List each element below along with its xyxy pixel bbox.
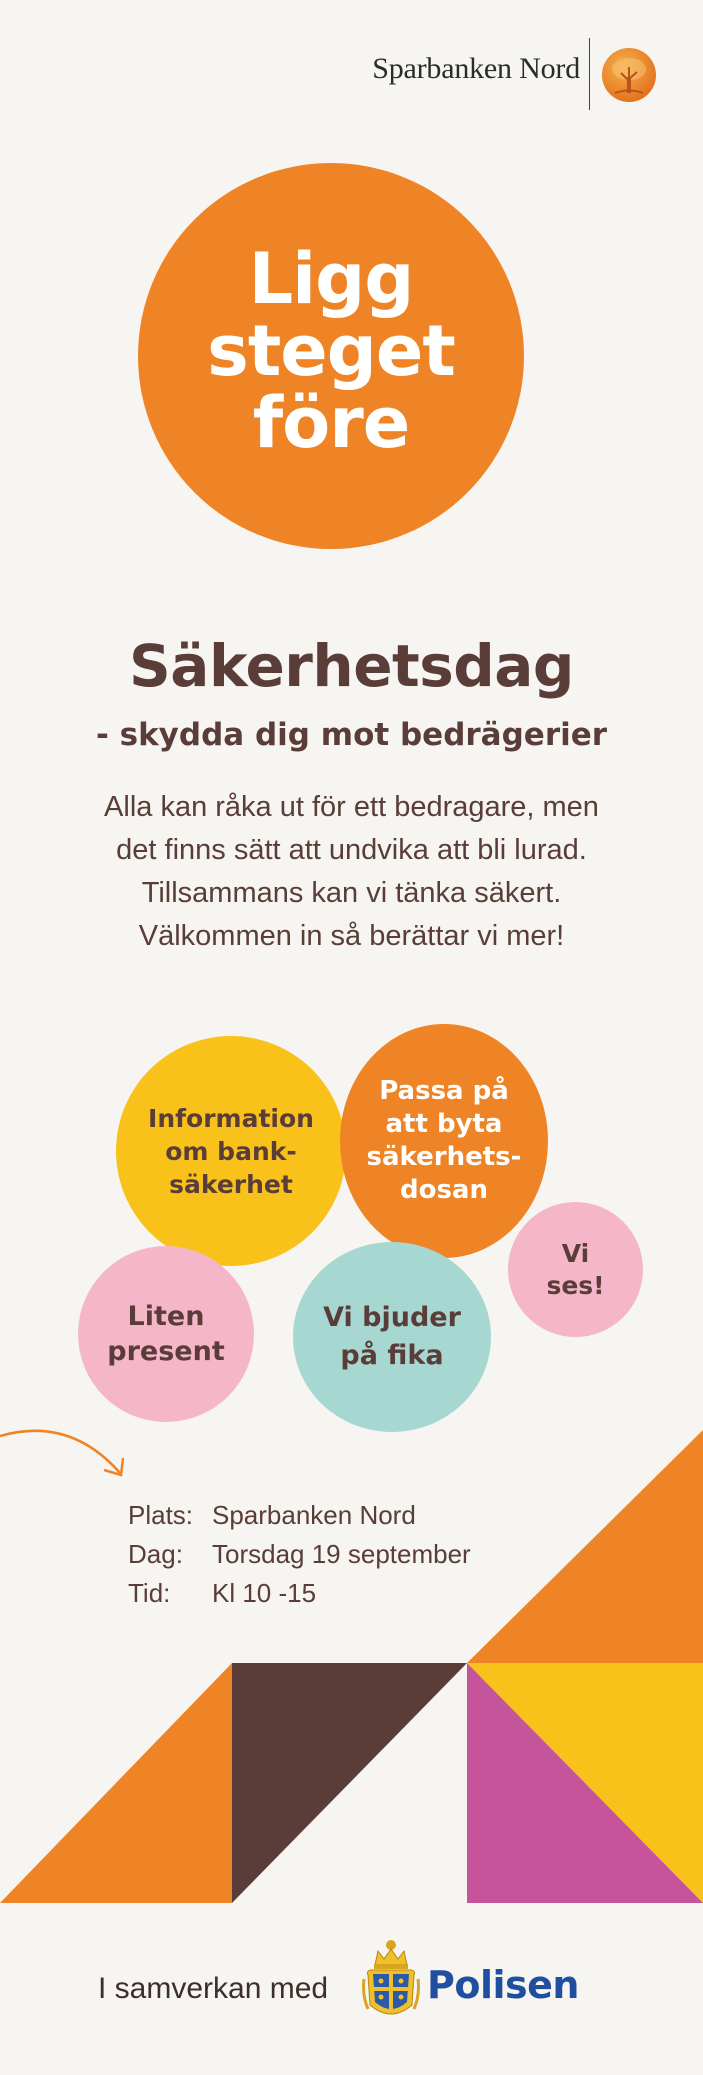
bubble-line: Vi bjuder	[323, 1302, 461, 1333]
curved-arrow-icon	[0, 1418, 135, 1486]
bubble-line: säkerhet	[169, 1169, 293, 1199]
tree-icon	[601, 47, 657, 103]
event-place-value: Sparbanken Nord	[212, 1500, 416, 1530]
bubble-fika	[293, 1242, 491, 1432]
page-title: Säkerhetsdag	[129, 632, 574, 700]
event-day-row	[128, 1535, 471, 1574]
event-place-label: Plats:	[128, 1500, 194, 1530]
page-subtitle: - skydda dig mot bedrägerier	[95, 717, 608, 753]
bubble-line: Liten	[127, 1301, 205, 1332]
event-place-row	[128, 1496, 471, 1535]
footer-collaboration-text: I samverkan med	[98, 1972, 329, 2005]
bubble-line: om bank-	[165, 1136, 297, 1166]
bubble-line: på fika	[340, 1340, 444, 1371]
bubble-line: ses!	[546, 1270, 605, 1300]
brand-name: Sparbanken Nord	[372, 52, 580, 85]
bubble-passa-pa	[340, 1024, 548, 1258]
orange-triangle-left	[0, 1663, 232, 1903]
event-time-value: Kl 10 -15	[212, 1578, 317, 1608]
logo-divider	[589, 38, 590, 110]
bubble-line: Passa på	[379, 1076, 509, 1106]
bubble-line: säkerhets-	[366, 1142, 522, 1172]
hero-headline	[138, 238, 524, 464]
police-crest-icon	[362, 1935, 420, 2027]
intro-line: Välkommen in så berättar vi mer!	[138, 920, 565, 952]
bubble-line: Vi	[561, 1238, 590, 1268]
hero-line: före	[252, 382, 410, 464]
bubble-vi-ses	[508, 1202, 643, 1337]
intro-line: det finns sätt att undvika att bli lurad.	[116, 834, 587, 866]
event-day-value: Torsdag 19 september	[212, 1539, 471, 1569]
event-time-label: Tid:	[128, 1578, 171, 1608]
bubble-line: Information	[148, 1103, 314, 1133]
bubble-liten-present	[78, 1246, 254, 1422]
hero-line: steget	[207, 310, 455, 392]
intro-line: Tillsammans kan vi tänka säkert.	[141, 877, 562, 909]
hero-circle	[138, 163, 524, 549]
brown-triangle	[232, 1663, 467, 1903]
orange-triangle-top	[467, 1430, 703, 1663]
bubble-line: present	[107, 1336, 225, 1367]
bubble-information	[116, 1036, 346, 1266]
footer-partner-name: Polisen	[427, 1963, 579, 2007]
intro-line: Alla kan råka ut för ett bedragare, men	[104, 791, 599, 823]
intro-paragraph	[60, 786, 643, 958]
hero-line: Ligg	[248, 238, 414, 320]
bubble-line: att byta	[385, 1109, 503, 1139]
event-day-label: Dag:	[128, 1539, 183, 1569]
event-time-row	[128, 1574, 471, 1613]
event-details	[128, 1496, 471, 1613]
bubble-line: dosan	[399, 1175, 488, 1205]
